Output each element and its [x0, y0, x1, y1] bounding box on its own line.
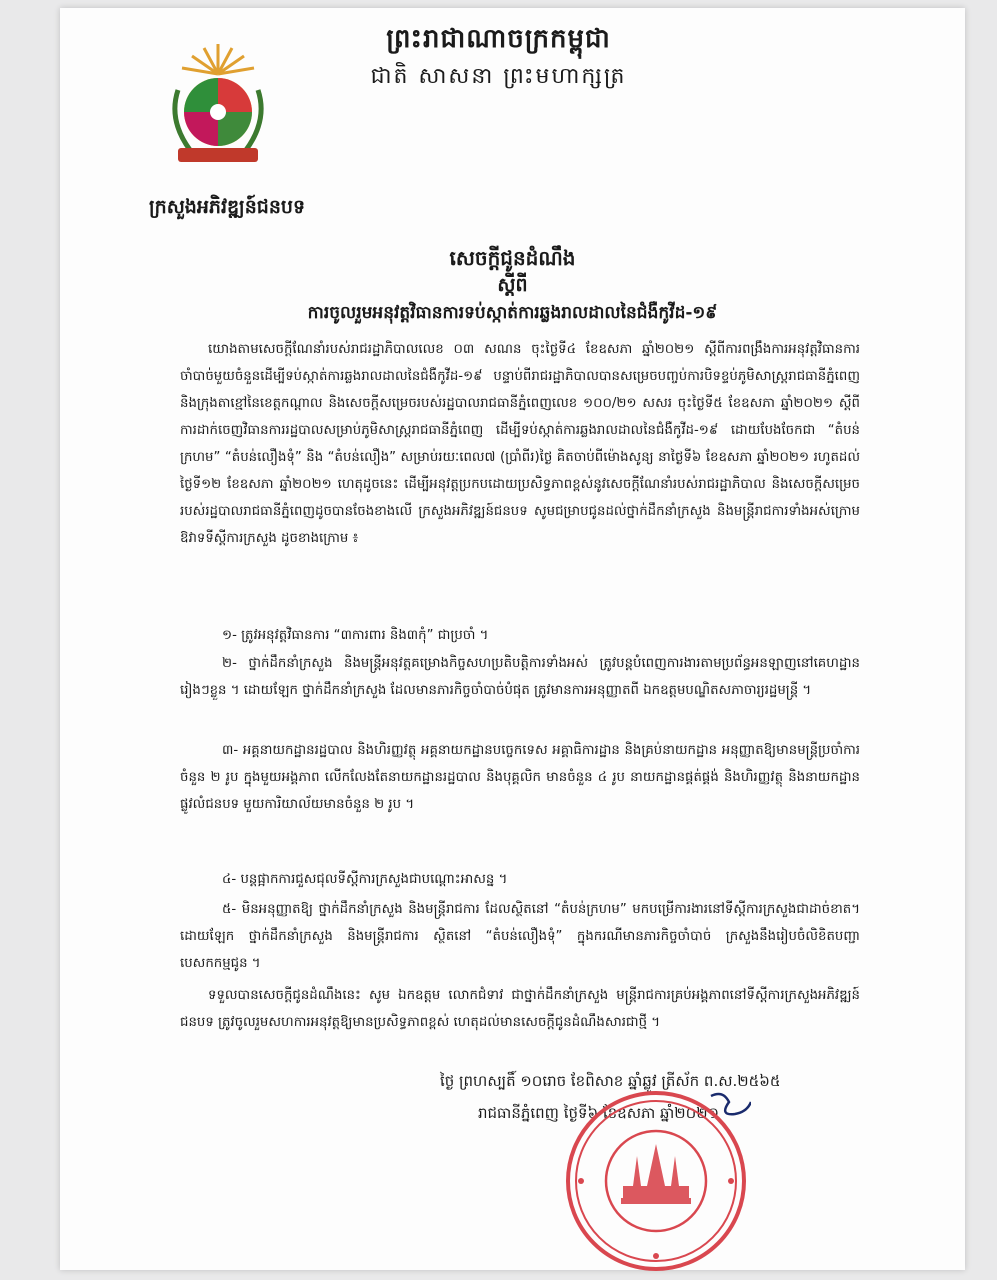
official-seal-stamp	[561, 1086, 751, 1276]
instruction-item-2: ២- ថ្នាក់ដឹកនាំក្រសួង និងមន្ត្រីអនុវត្តគម្រោងកិច្ចសហប្រតិបត្តិការទាំងអស់ ត្រូវបន្តបំពេញការងារតាមប្រព័ន្ធអនឡាញនៅគេហដ្ឋានរៀងៗខ្លួន ។ ដោយឡែក ថ្នាក់ដឹកនាំក្រសួង ដែលមានភារកិច្ចចាំបាច់បំផុត ត្រូវមានការអនុញ្ញាតពី ឯកឧត្តមបណ្ឌិតសភាចារ្យរដ្ឋមន្ត្រី ។	[180, 656, 860, 698]
instruction-item-3: ៣- អគ្គនាយកដ្ឋានរដ្ឋបាល និងហិរញ្ញវត្ថុ អគ្គនាយកដ្ឋានបច្ចេកទេស អគ្គាធិការដ្ឋាន និងគ្រប់នាយកដ្ឋាន អនុញ្ញាតឱ្យមានមន្ត្រីប្រចាំការចំនួន ២ រូប ក្នុងមួយអង្គភាព លើកលែងតែនាយកដ្ឋានរដ្ឋបាល និងបុគ្គលិក មានចំនួន ៤ រូប នាយកដ្ឋានផ្គត់ផ្គង់ និងហិរញ្ញវត្ថុ និងនាយកដ្ឋានផ្លូវលំជនបទ មួយការិយាល័យមានចំនួន ២ រូប ។	[180, 743, 860, 812]
national-motto: ជាតិ សាសនា ព្រះមហាក្សត្រ	[370, 64, 627, 89]
instruction-item-4: ៤- បន្តផ្អាកការជួសជុលទីស្តីការក្រសួងជាបណ្តោះអាសន្ន ។	[222, 872, 508, 887]
closing-paragraph: ទទួលបានសេចក្តីជូនដំណឹងនេះ សូម ឯកឧត្តម លោកជំទាវ ជាថ្នាក់ដឹកនាំក្រសួង មន្ត្រីរាជការគ្រប់អង្គភាពនៅទីស្តីការក្រសួងអភិវឌ្ឍន៍ជនបទ ត្រូវចូលរួមសហការអនុវត្តឱ្យមានប្រសិទ្ធភាពខ្ពស់ ហេតុដល់មានសេចក្តីជូនដំណឹងសារជាថ្មី ។	[180, 988, 860, 1030]
place-and-date: រាជធានីភ្នំពេញ ថ្ងៃទី៦ ខែឧសភា ឆ្នាំ២០២១	[478, 1104, 719, 1122]
lunar-date: ថ្ងៃ ព្រហស្បតិ៍ ១០រោច ខែពិសាខ ឆ្នាំឆ្លូវ ត្រីស័ក ព.ស.២៥៦៥	[440, 1072, 781, 1090]
ministry-name: ក្រសួងអភិវឌ្ឍន៍ជនបទ	[148, 196, 306, 218]
intro-paragraph: យោងតាមសេចក្តីណែនាំរបស់រាជរដ្ឋាភិបាលលេខ ០៣ សណន ចុះថ្ងៃទី៤ ខែឧសភា ឆ្នាំ២០២១ ស្តីពីការពង្រឹងការអនុវត្តវិធានការចាំបាច់មួយចំនួនដើម្បីទប់ស្កាត់ការឆ្លងរាលដាលនៃជំងឺកូវីដ-១៩ បន្ទាប់ពីរាជរដ្ឋាភិបាលបានសម្រេចបញ្ចប់ការបិទខ្ទប់ភូមិសាស្ត្ររាជធានីភ្នំពេញ និងក្រុងតាខ្មៅនៃខេត្តកណ្តាល និងសេចក្តីសម្រេចរបស់រដ្ឋបាលរាជធានីភ្នំពេញលេខ ១០០/២១ សសរ ចុះថ្ងៃទី៥ ខែឧសភា ឆ្នាំ២០២១ ស្តីពីការដាក់ចេញវិធានការរដ្ឋបាលសម្រាប់ភូមិសាស្ត្ររាជធានីភ្នំពេញ ដើម្បីទប់ស្កាត់ការឆ្លងរាលដាលនៃជំងឺកូវីដ-១៩ ដោយបែងចែកជា “តំបន់ក្រហម” “តំបន់លឿងទុំ” និង “តំបន់លឿង” សម្រាប់រយៈពេល៧ (ប្រាំពីរ)ថ្ងៃ គិតចាប់ពីម៉ោងសូន្យ នាថ្ងៃទី៦ ខែឧសភា ឆ្នាំ២០២១ រហូតដល់ថ្ងៃទី១២ ខែឧសភា ឆ្នាំ២០២១ ហេតុដូចនេះ ដើម្បីអនុវត្តប្រកបដោយប្រសិទ្ធភាពខ្ពស់នូវសេចក្តីណែនាំរបស់រាជរដ្ឋាភិបាល និងសេចក្តីសម្រេចរបស់រដ្ឋបាលរាជធានីភ្នំពេញដូចបានចែងខាងលើ ក្រសួងអភិវឌ្ឍន៍ជនបទ សូមជម្រាបជូនដល់ថ្នាក់ដឹកនាំក្រសួង និងមន្ត្រីរាជការទាំងអស់ក្រោមឱវាទទីស្តីការក្រសួង ដូចខាងក្រោម ៖	[180, 342, 860, 546]
document-about-label: ស្ដីពី	[497, 274, 528, 296]
kingdom-title: ព្រះរាជាណាចក្រកម្ពុជា	[386, 24, 611, 54]
instruction-item-1: ១- ត្រូវអនុវត្តវិធានការ “៣ការពារ និង៣កុំ” ជាប្រចាំ ។	[222, 628, 489, 643]
document-heading: សេចក្ដីជូនដំណឹង	[449, 246, 576, 270]
document-subject: ការចូលរួមអនុវត្តវិធានការទប់ស្កាត់ការឆ្លងរាលដាលនៃជំងឺកូវីដ-១៩	[307, 303, 718, 323]
instruction-item-5: ៥- មិនអនុញ្ញាតឱ្យ ថ្នាក់ដឹកនាំក្រសួង និងមន្ត្រីរាជការ ដែលស្ថិតនៅ “តំបន់ក្រហម” មកបម្រើការងារនៅទីស្តីការក្រសួងជាដាច់ខាត។ ដោយឡែក ថ្នាក់ដឹកនាំក្រសួង និងមន្ត្រីរាជការ ស្ថិតនៅ “តំបន់លឿងទុំ” ក្នុងករណីមានភារកិច្ចចាំបាច់ ក្រសួងនឹងរៀបចំលិខិតបញ្ជាបេសកកម្មជូន ។	[180, 902, 860, 971]
